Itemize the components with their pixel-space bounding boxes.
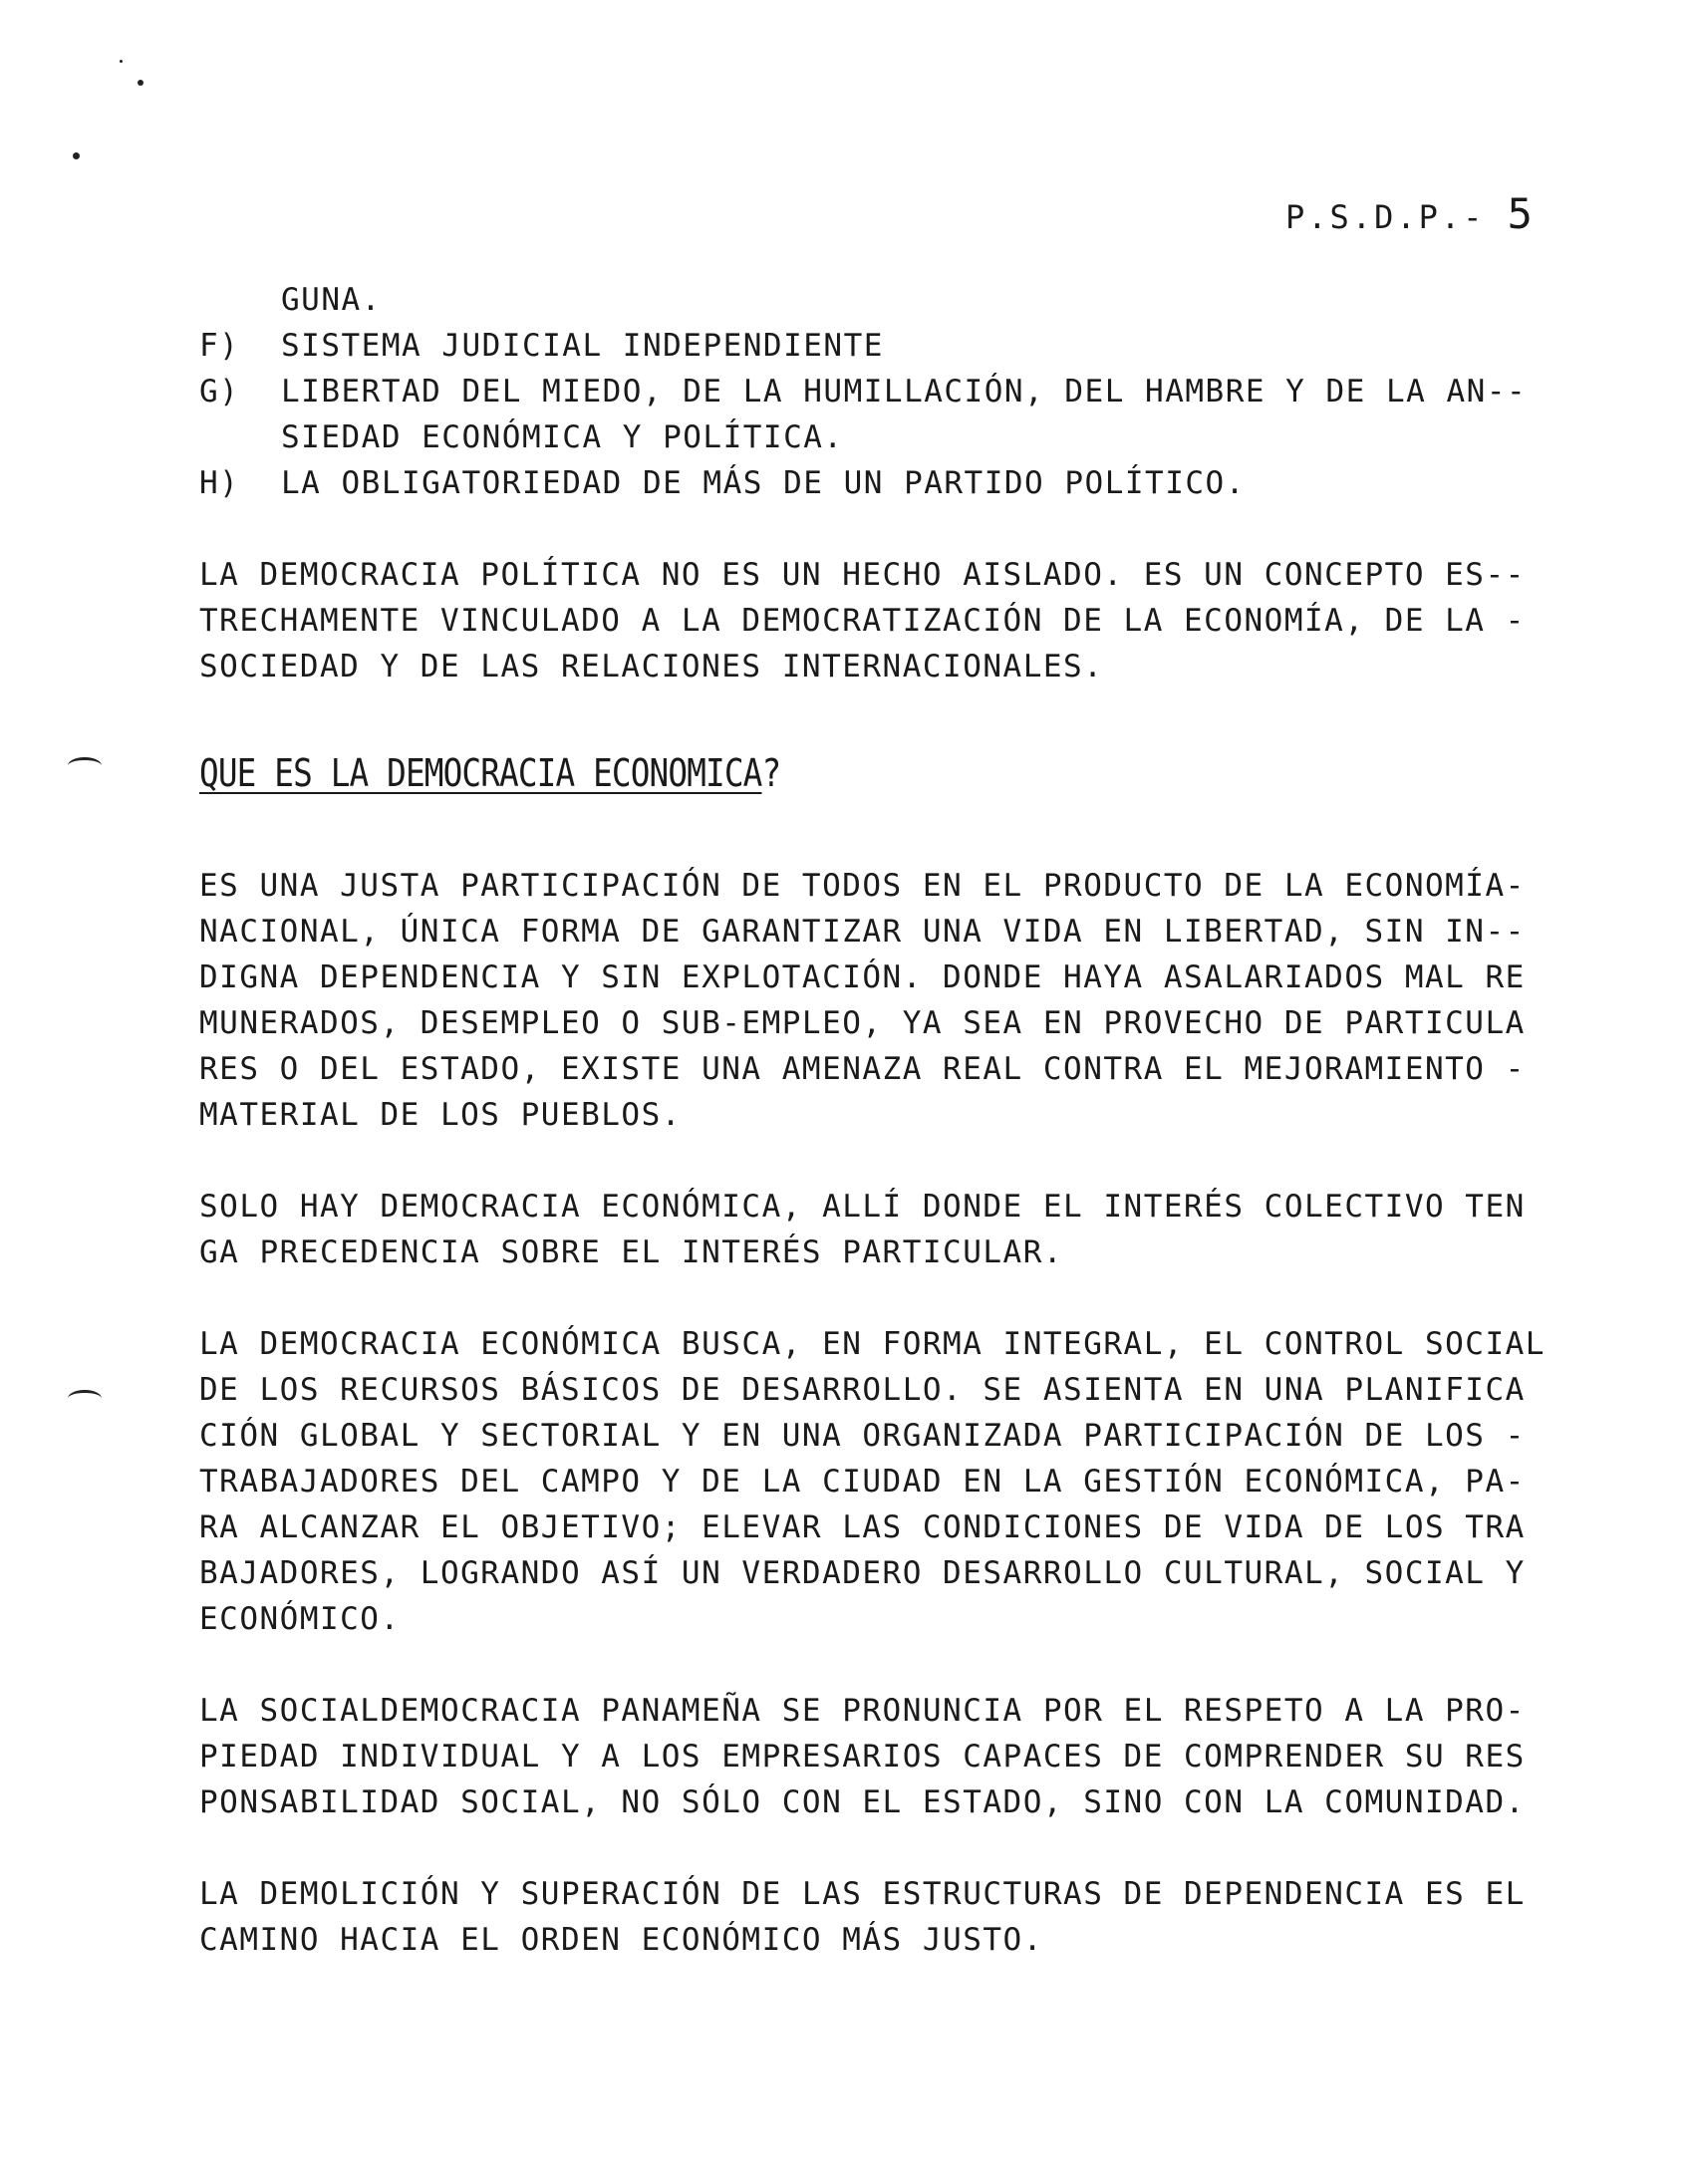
paragraph-line: DIGNA DEPENDENCIA Y SIN EXPLOTACIÓN. DONDE HAYA ASALARIADOS MAL RE xyxy=(199,959,1526,995)
list-marker: H) xyxy=(199,465,240,501)
list-item xyxy=(199,460,1505,506)
paragraph-line: CIÓN GLOBAL Y SECTORIAL Y EN UNA ORGANIZADA PARTICIPACIÓN DE LOS - xyxy=(199,1418,1526,1454)
paragraph-line: LA DEMOLICIÓN Y SUPERACIÓN DE LAS ESTRUCTURAS DE DEPENDENCIA ES EL xyxy=(199,1876,1526,1912)
list-continuation: GUNA. xyxy=(281,282,382,318)
paragraph-line: RES O DEL ESTADO, EXISTE UNA AMENAZA REAL CONTRA EL MEJORAMIENTO - xyxy=(199,1051,1526,1087)
list-marker: F) xyxy=(199,328,240,364)
paragraph-line: TRABAJADORES DEL CAMPO Y DE LA CIUDAD EN LA GESTIÓN ECONÓMICA, PA- xyxy=(199,1464,1526,1500)
paragraph xyxy=(199,552,1526,689)
header-label: P.S.D.P.- xyxy=(1285,198,1486,236)
paragraph-line: ECONÓMICO. xyxy=(199,1601,401,1637)
paragraph-line: TRECHAMENTE VINCULADO A LA DEMOCRATIZACIÓN DE LA ECONOMÍA, DE LA - xyxy=(199,603,1526,639)
section-heading-text: QUE ES LA DEMOCRACIA ECONOMICA xyxy=(199,751,762,795)
paragraph-line: RA ALCANZAR EL OBJETIVO; ELEVAR LAS CONDICIONES DE VIDA DE LOS TRA xyxy=(199,1509,1526,1545)
list-item-text: LA OBLIGATORIEDAD DE MÁS DE UN PARTIDO POLÍTICO. xyxy=(281,465,1246,501)
list xyxy=(199,323,1528,506)
paragraph-line: PIEDAD INDIVIDUAL Y A LOS EMPRESARIOS CAPACES DE COMPRENDER SU RES xyxy=(199,1739,1526,1774)
document-body xyxy=(199,277,1546,1963)
list-marker: G) xyxy=(199,374,240,410)
list-item xyxy=(199,369,1528,460)
paragraph xyxy=(199,1871,1526,1963)
paragraph-line: SOCIEDAD Y DE LAS RELACIONES INTERNACIONALES. xyxy=(199,649,1104,684)
paragraph-line: MATERIAL DE LOS PUEBLOS. xyxy=(199,1097,682,1133)
paragraph-line: LA SOCIALDEMOCRACIA PANAMEÑA SE PRONUNCIA POR EL RESPETO A LA PRO- xyxy=(199,1693,1526,1729)
scan-speck xyxy=(138,80,143,86)
paragraph-line: NACIONAL, ÚNICA FORMA DE GARANTIZAR UNA VIDA EN LIBERTAD, SIN IN-- xyxy=(199,914,1526,950)
list-item-text: SIEDAD ECONÓMICA Y POLÍTICA. xyxy=(281,419,844,455)
paragraph-line: MUNERADOS, DESEMPLEO O SUB-EMPLEO, YA SEA EN PROVECHO DE PARTICULA xyxy=(199,1005,1526,1041)
scan-speck xyxy=(120,60,123,63)
list-item-text: LIBERTAD DEL MIEDO, DE LA HUMILLACIÓN, DEL HAMBRE Y DE LA AN-- xyxy=(281,374,1528,410)
hole-punch-mark xyxy=(68,1390,102,1407)
paragraph-line: ES UNA JUSTA PARTICIPACIÓN DE TODOS EN EL PRODUCTO DE LA ECONOMÍA- xyxy=(199,868,1526,904)
list-item-text: SISTEMA JUDICIAL INDEPENDIENTE xyxy=(281,328,884,364)
section-heading xyxy=(199,743,1322,803)
paragraph-line: LA DEMOCRACIA ECONÓMICA BUSCA, EN FORMA INTEGRAL, EL CONTROL SOCIAL xyxy=(199,1326,1546,1362)
paragraph-line: PONSABILIDAD SOCIAL, NO SÓLO CON EL ESTADO, SINO CON LA COMUNIDAD. xyxy=(199,1784,1526,1820)
paragraph-line: DE LOS RECURSOS BÁSICOS DE DESARROLLO. SE ASIENTA EN UNA PLANIFICA xyxy=(199,1372,1526,1408)
scan-speck xyxy=(73,152,80,159)
paragraph xyxy=(199,1321,1546,1642)
hole-punch-mark xyxy=(68,757,102,774)
paragraph-line: GA PRECEDENCIA SOBRE EL INTERÉS PARTICULAR. xyxy=(199,1234,1064,1270)
paragraph-line: SOLO HAY DEMOCRACIA ECONÓMICA, ALLÍ DONDE EL INTERÉS COLECTIVO TEN xyxy=(199,1189,1526,1225)
paragraph-line: CAMINO HACIA EL ORDEN ECONÓMICO MÁS JUSTO. xyxy=(199,1922,1043,1958)
paragraph xyxy=(199,1184,1526,1275)
paragraph-line: BAJADORES, LOGRANDO ASÍ UN VERDADERO DESARROLLO CULTURAL, SOCIAL Y xyxy=(199,1555,1526,1591)
paragraph xyxy=(199,1688,1526,1825)
paragraph-line: LA DEMOCRACIA POLÍTICA NO ES UN HECHO AISLADO. ES UN CONCEPTO ES-- xyxy=(199,557,1526,593)
section-heading-suffix: ? xyxy=(761,751,781,795)
list-item xyxy=(199,323,1505,369)
paragraph xyxy=(199,863,1526,1138)
page-number: 5 xyxy=(1507,189,1533,238)
page-header xyxy=(1285,189,1533,238)
